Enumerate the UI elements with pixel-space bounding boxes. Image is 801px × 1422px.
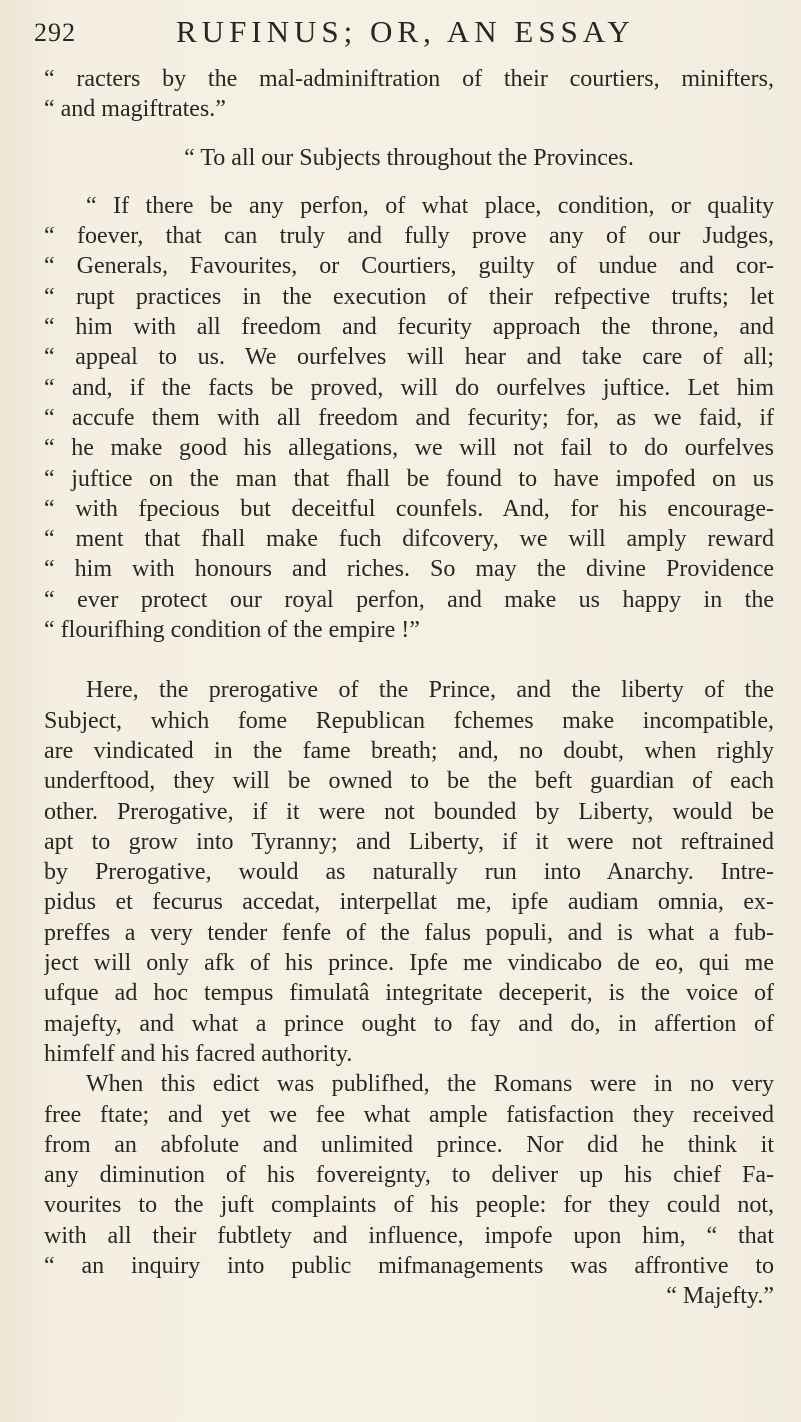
text-line: ufque ad hoc tempus fimulatâ integritate deceperit, is the voice of xyxy=(44,980,774,1007)
text-line: “ rupt practices in the execution of their refpective trufts; let xyxy=(44,283,774,310)
text-line: himfelf and his facred authority. xyxy=(44,1040,353,1067)
edict-quotation xyxy=(44,191,774,645)
text-line: underftood, they will be owned to be the beft guardian of each xyxy=(44,768,774,795)
page-number: 292 xyxy=(34,18,76,47)
text-line: Here, the prerogative of the Prince, and the liberty of the xyxy=(86,677,774,704)
address-heading: “ To all our Subjects throughout the Provinces. xyxy=(184,144,634,171)
text-line: “ appeal to us. We ourfelves will hear and take care of all; xyxy=(44,344,774,371)
text-line: “ racters by the mal-adminiftration of their courtiers, minifters, xyxy=(44,66,774,92)
text-line: any diminution of his fovereignty, to deliver up his chief Fa- xyxy=(44,1162,774,1189)
text-line: “ ever protect our royal perfon, and make us happy in the xyxy=(44,586,774,613)
text-line: “ he make good his allegations, we will not fail to do ourfelves xyxy=(44,435,774,462)
text-line: other. Prerogative, if it were not bounded by Liberty, would be xyxy=(44,798,774,825)
text-line: “ an inquiry into public mifmanagements was affrontive to xyxy=(44,1252,774,1279)
text-line: from an abfolute and unlimited prince. Nor did he think it xyxy=(44,1131,774,1158)
text-line: by Prerogative, would as naturally run into Anarchy. Intre- xyxy=(44,859,774,886)
paragraph xyxy=(44,675,774,1069)
text-line: Subject, which fome Republican fchemes make incompatible, xyxy=(44,707,774,734)
text-line: “ accufe them with all freedom and fecurity; for, as we faid, if xyxy=(44,404,774,431)
text-line: “ foever, that can truly and fully prove any of our Judges, xyxy=(44,223,774,250)
body-text xyxy=(44,64,774,1312)
running-head: RUFINUS; OR, AN ESSAY xyxy=(176,14,635,49)
text-line: “ ment that fhall make fuch difcovery, we will amply reward xyxy=(44,526,774,553)
text-line: majefty, and what a prince ought to fay and do, in affertion of xyxy=(44,1010,774,1037)
text-line: pidus et fecurus accedat, interpellat me, ipfe audiam omnia, ex- xyxy=(44,889,774,916)
text-line: “ flourifhing condition of the empire !” xyxy=(44,617,420,644)
text-line: “ Generals, Favourites, or Courtiers, guilty of undue and cor- xyxy=(44,253,774,280)
text-line: “ him with all freedom and fecurity approach the throne, and xyxy=(44,314,774,341)
text-line: “ If there be any perfon, of what place, condition, or quality xyxy=(86,192,774,219)
text-line: ject will only afk of his prince. Ipfe me vindicabo de eo, qui me xyxy=(44,950,774,977)
text-line: “ Majefty.” xyxy=(666,1283,774,1310)
text-line: vourites to the juft complaints of his people: for they could not, xyxy=(44,1192,774,1219)
text-line: “ juftice on the man that fhall be found to have impofed on us xyxy=(44,465,774,492)
text-line: free ftate; and yet we fee what ample fatisfaction they received xyxy=(44,1101,774,1128)
text-line: “ him with honours and riches. So may the divine Providence xyxy=(44,556,774,583)
text-line: apt to grow into Tyranny; and Liberty, if it were not reftrained xyxy=(44,828,774,855)
text-line: “ with fpecious but deceitful counfels. And, for his encourage- xyxy=(44,495,774,522)
paragraph xyxy=(44,1069,774,1311)
text-line: “ and, if the facts be proved, will do ourfelves juftice. Let him xyxy=(44,374,774,401)
page-header xyxy=(34,12,774,56)
text-line: “ and magiftrates.” xyxy=(44,96,226,123)
text-line: are vindicated in the fame breath; and, no doubt, when righly xyxy=(44,737,774,764)
text-line: with all their fubtlety and influence, impofe upon him, “ that xyxy=(44,1222,774,1249)
text-line: When this edict was publifhed, the Romans were in no very xyxy=(86,1071,774,1098)
text-line: preffes a very tender fenfe of the falus populi, and is what a fub- xyxy=(44,919,774,946)
